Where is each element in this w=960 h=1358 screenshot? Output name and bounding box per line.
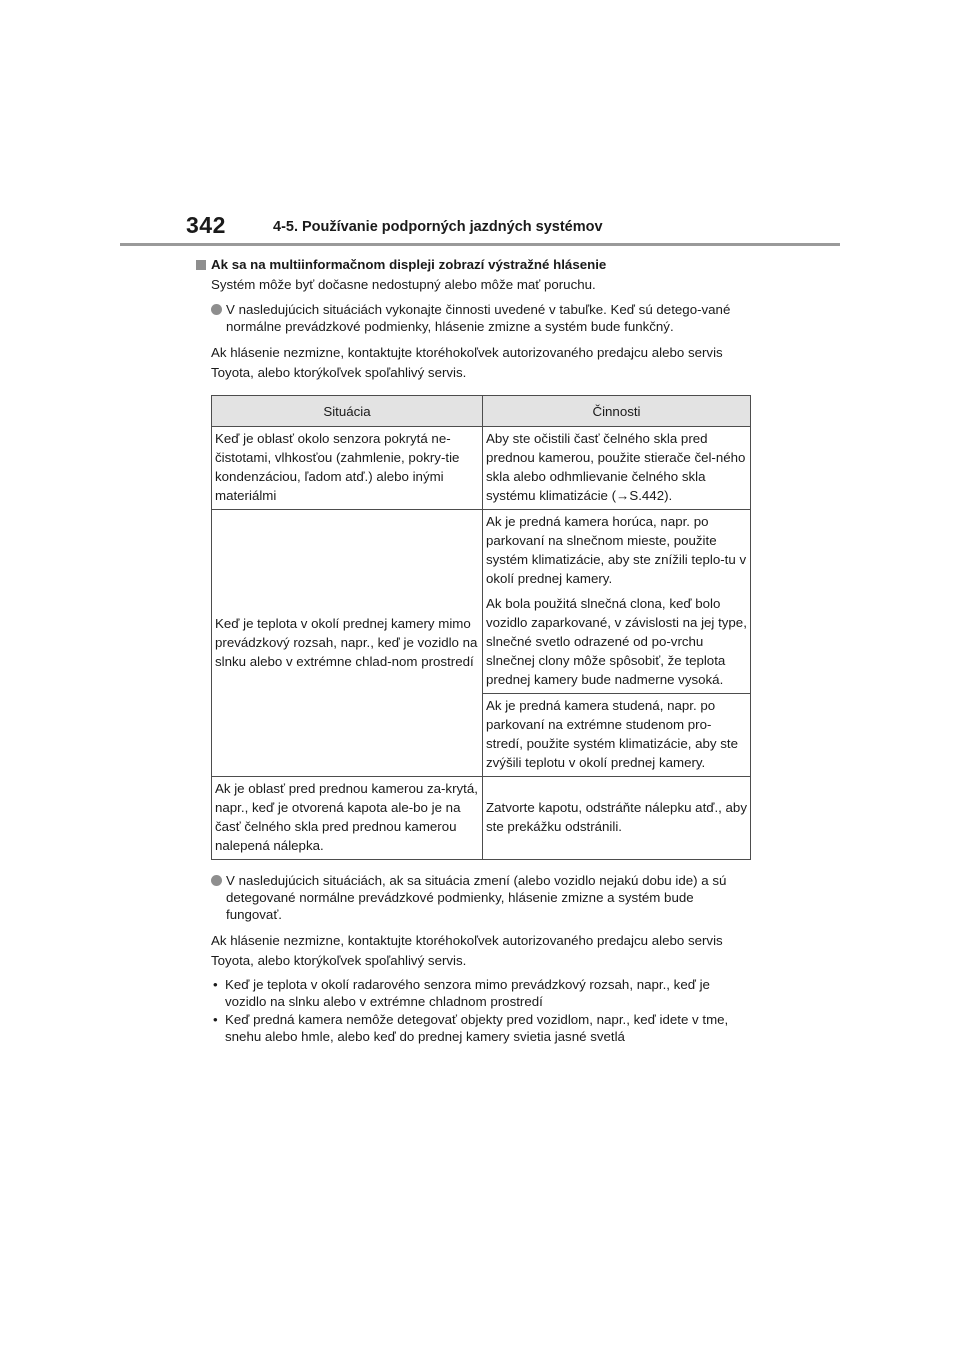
header-divider	[120, 243, 840, 246]
action-cell: Aby ste očistili časť čelného skla pred prednou kamerou, použite stierače čel-ného skla alebo odhmlievanie čelného skla systému klimatizácie (→S.442).	[483, 427, 751, 510]
table-row	[212, 777, 751, 860]
contact-text-2: Ak hlásenie nezmizne, kontaktujte ktoréhokoľvek autorizovaného predajcu alebo servis Toyota, alebo ktorýkoľvek spoľahlivý servis.	[211, 933, 723, 968]
action-paragraph: Ak je predná kamera horúca, napr. po parkovaní na slnečnom mieste, použite systém klimatizácie, aby ste znížili teplo-tu v okolí prednej kamery.	[486, 514, 747, 586]
page-content	[211, 256, 751, 1046]
table-header-row	[212, 396, 751, 427]
bullet-item-2-text: V nasledujúcich situáciách, ak sa situácia zmení (alebo vozidlo nejakú dobu ide) a sú detegované normálne prevádzkové podmienky, hlásenie zmizne a systém bude fungovať.	[226, 873, 727, 922]
action-cell	[483, 510, 751, 694]
bullet-item-1	[211, 301, 751, 335]
bullet-item-1-text: V nasledujúcich situáciách vykonajte činnosti uvedené v tabuľke. Keď sú detego-vané normálne prevádzkové podmienky, hlásenie zmizne a systém bude funkčný.	[226, 302, 731, 334]
table-row	[212, 427, 751, 510]
column-header-situation: Situácia	[212, 396, 483, 427]
circle-bullet-icon	[211, 875, 222, 886]
warning-heading	[196, 256, 751, 273]
list-item: • Keď predná kamera nemôže detegovať objekty pred vozidlom, napr., keď idete v tme, snehu alebo hmle, alebo keď do prednej kamery svietia jasné svetlá	[213, 1012, 729, 1044]
contact-text-1: Ak hlásenie nezmizne, kontaktujte ktoréhokoľvek autorizovaného predajcu alebo servis Toyota, alebo ktorýkoľvek spoľahlivý servis.	[211, 345, 723, 380]
situation-cell: Ak je oblasť pred prednou kamerou za-krytá, napr., keď je otvorená kapota ale-bo je na časť čelného skla pred prednou kamerou nalepená nálepka.	[212, 777, 483, 860]
condition-list	[211, 976, 751, 1045]
section-title: 4-5. Používanie podporných jazdných systémov	[273, 219, 603, 235]
intro-text: Systém môže byť dočasne nedostupný alebo môže mať poruchu.	[211, 277, 596, 292]
list-item: • Keď je teplota v okolí radarového senzora mimo prevádzkový rozsah, napr., keď je vozidlo na slnku alebo v extrémne chladnom prostredí	[213, 977, 710, 1009]
square-bullet-icon	[196, 260, 206, 270]
table-row	[212, 510, 751, 694]
action-cell: Ak je predná kamera studená, napr. po parkovaní na extrémne studenom pro-stredí, použite systém klimatizácie, aby ste zvýšili teplotu v okolí prednej kamery.	[483, 694, 751, 777]
list-item-text: Keď je teplota v okolí radarového senzora mimo prevádzkový rozsah, napr., keď je vozidlo na slnku alebo v extrémne chladnom prostredí	[225, 977, 710, 1009]
bullet-item-2	[211, 872, 751, 923]
action-paragraph: Ak bola použitá slnečná clona, keď bolo vozidlo zaparkované, v závislosti na jej type, slnečné svetlo odrazené od po-vrchu slnečnej clony môže spôsobiť, že teplota prednej kamery bude nadmerne vysoká.	[486, 596, 747, 687]
situation-cell: Keď je teplota v okolí prednej kamery mimo prevádzkový rozsah, napr., keď je vozidlo na slnku alebo v extrémne chlad-nom prostredí	[212, 510, 483, 777]
situation-table	[211, 395, 751, 860]
page-number: 342	[186, 212, 226, 238]
column-header-action: Činnosti	[483, 396, 751, 427]
warning-heading-text: Ak sa na multiinformačnom displeji zobrazí výstražné hlásenie	[211, 257, 607, 272]
action-cell: Zatvorte kapotu, odstráňte nálepku atď., aby ste prekážku odstránili.	[483, 777, 751, 860]
situation-cell: Keď je oblasť okolo senzora pokrytá ne-čistotami, vlhkosťou (zahmlenie, pokry-tie kondenzáciou, ľadom atď.) alebo inými materiálmi	[212, 427, 483, 510]
circle-bullet-icon	[211, 304, 222, 315]
list-item-text: Keď predná kamera nemôže detegovať objekty pred vozidlom, napr., keď idete v tme, snehu alebo hmle, alebo keď do prednej kamery svietia jasné svetlá	[225, 1012, 729, 1044]
